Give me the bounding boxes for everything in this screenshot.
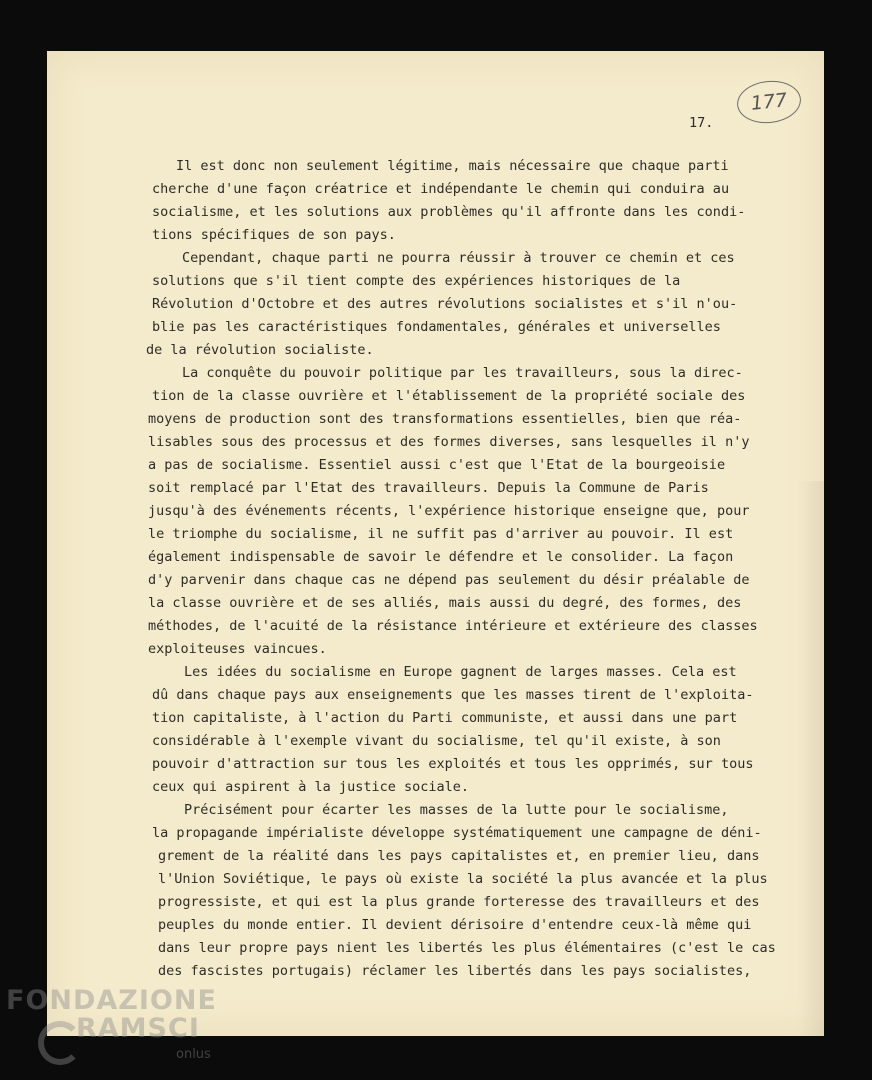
text-line: La conquête du pouvoir politique par les travailleurs, sous la direc- xyxy=(182,365,743,381)
text-line: lisables sous des processus et des formes diverses, sans lesquelles il n'y xyxy=(148,434,750,450)
text-line: moyens de production sont des transformations essentielles, bien que réa- xyxy=(148,411,742,427)
archive-stamp: 177 xyxy=(735,78,803,126)
watermark-line1: FONDAZIONE xyxy=(6,985,217,1016)
text-line: dans leur propre pays nient les libertés les plus élémentaires (c'est le cas xyxy=(158,940,776,956)
text-line: soit remplacé par l'Etat des travailleurs. Depuis la Commune de Paris xyxy=(148,480,709,496)
text-line: cherche d'une façon créatrice et indépendante le chemin qui conduira au xyxy=(152,181,730,197)
text-line: des fascistes portugais) réclamer les libertés dans les pays socialistes, xyxy=(158,963,752,979)
text-line: socialisme, et les solutions aux problèmes qu'il affronte dans les condi- xyxy=(152,204,746,220)
text-line: jusqu'à des événements récents, l'expérience historique enseigne que, pour xyxy=(148,503,750,519)
text-line: progressiste, et qui est la plus grande forteresse des travailleurs et des xyxy=(158,894,760,910)
text-line: Il est donc non seulement légitime, mais nécessaire que chaque parti xyxy=(176,158,729,174)
text-line: considérable à l'exemple vivant du socialisme, tel qu'il existe, à son xyxy=(152,733,721,749)
text-line: la classe ouvrière et de ses alliés, mais aussi du degré, des formes, des xyxy=(148,595,742,611)
text-line: dû dans chaque pays aux enseignements que les masses tirent de l'exploita- xyxy=(152,687,754,703)
text-line: méthodes, de l'acuité de la résistance intérieure et extérieure des classes xyxy=(148,618,758,634)
text-line: ceux qui aspirent à la justice sociale. xyxy=(152,779,469,795)
fondazione-gramsci-watermark xyxy=(6,985,236,1075)
text-line: peuples du monde entier. Il devient dérisoire d'entendre ceux-là même qui xyxy=(158,917,752,933)
text-line: Les idées du socialisme en Europe gagnent de larges masses. Cela est xyxy=(184,664,737,680)
text-line: blie pas les caractéristiques fondamentales, générales et universelles xyxy=(152,319,721,335)
text-line: également indispensable de savoir le défendre et le consolider. La façon xyxy=(148,549,734,565)
text-line: d'y parvenir dans chaque cas ne dépend pas seulement du désir préalable de xyxy=(148,572,750,588)
text-line: tion capitaliste, à l'action du Parti communiste, et aussi dans une part xyxy=(152,710,738,726)
text-line: solutions que s'il tient compte des expériences historiques de la xyxy=(152,273,681,289)
watermark-line2: RAMSCI xyxy=(76,1013,200,1044)
text-line: Précisément pour écarter les masses de la lutte pour le socialisme, xyxy=(184,802,729,818)
text-line: exploiteuses vaincues. xyxy=(148,641,327,657)
watermark-line3: onlus xyxy=(176,1047,211,1062)
text-line: Cependant, chaque parti ne pourra réussir à trouver ce chemin et ces xyxy=(182,250,735,266)
text-line: de la révolution socialiste. xyxy=(146,342,374,358)
text-line: a pas de socialisme. Essentiel aussi c'est que l'Etat de la bourgeoisie xyxy=(148,457,726,473)
text-line: l'Union Soviétique, le pays où existe la société la plus avancée et la plus xyxy=(158,871,768,887)
text-line: le triomphe du socialisme, il ne suffit pas d'arriver au pouvoir. Il est xyxy=(148,526,734,542)
document-body xyxy=(47,155,824,983)
page-number: 17. xyxy=(689,115,714,131)
text-line: pouvoir d'attraction sur tous les exploités et tous les opprimés, sur tous xyxy=(152,756,754,772)
text-line: la propagande impérialiste développe systématiquement une campagne de déni- xyxy=(152,825,762,841)
text-line: tion de la classe ouvrière et l'établissement de la propriété sociale des xyxy=(152,388,746,404)
document-page xyxy=(47,51,824,1036)
text-line: tions spécifiques de son pays. xyxy=(152,227,396,243)
text-line: grement de la réalité dans les pays capitalistes et, en premier lieu, dans xyxy=(158,848,760,864)
text-line: Révolution d'Octobre et des autres révolutions socialistes et s'il n'ou- xyxy=(152,296,738,312)
